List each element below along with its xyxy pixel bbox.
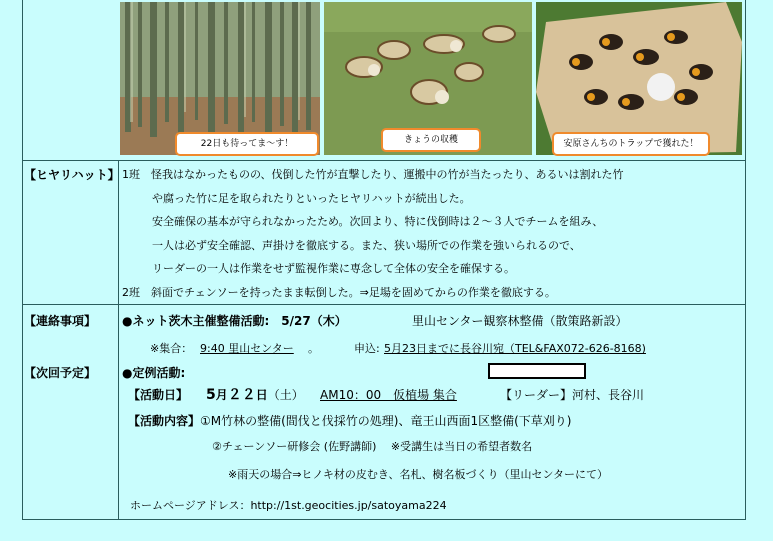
- content-1: ①M竹林の整備(間伐と伐採竹の処理)、竜王山西面1区整備(下草刈り): [200, 414, 572, 428]
- date-day-unit: 日: [255, 388, 268, 402]
- blank-box: [488, 363, 586, 379]
- photo-caption: 安原さんちのトラップで獲れた！: [552, 132, 710, 156]
- date-label: 【活動日】: [128, 388, 189, 402]
- rain-note: ※雨天の場合⇒ヒノキ材の皮むき、名札、樹名板づくり（里山センターにて）: [228, 468, 609, 481]
- section-header-next: 【次回予定】: [24, 366, 97, 380]
- gather-end: 。: [308, 342, 319, 355]
- content-line-1: [128, 412, 572, 429]
- section-header-renraku: 【連絡事項】: [24, 314, 97, 328]
- section-header-hiyari: 【ヒヤリハット】: [24, 168, 120, 182]
- row-divider: [22, 160, 746, 161]
- homepage-address: ホームページアドレス：http://1st.geocities.jp/satoyama224: [130, 499, 447, 512]
- column-divider: [118, 160, 119, 520]
- hiyari-line: や腐った竹に足を取られたりといったヒヤリハットが続出した。: [152, 192, 471, 205]
- gather-value: 9:40 里山センター: [200, 342, 294, 355]
- apply-label: 申込:: [354, 342, 380, 355]
- hiyari-line: 2班 斜面でチェンソーを持ったまま転倒した。⇒足場を固めてからの作業を徹底する。: [122, 286, 556, 299]
- hiyari-line: リーダーの一人は作業をせず監視作業に専念して全体の安全を確保する。: [152, 262, 515, 275]
- date-dow: （土）: [267, 388, 304, 402]
- renraku-detail: 里山センター観察林整備（散策路新設）: [412, 314, 628, 328]
- photo-caption: 22日も待ってま～す！: [175, 132, 319, 156]
- row-divider: [22, 304, 746, 305]
- content-2: ②チェーンソー研修会 (佐野講師) ※受講生は当日の希望者数名: [212, 440, 533, 453]
- date-month: 5: [206, 387, 216, 403]
- leader: 【リーダー】河村、長谷川: [500, 388, 645, 402]
- time-place: AM10：00 仮植場 集合: [320, 388, 457, 402]
- apply-value: 5月23日までに長谷川宛（TEL&FAX072-626-8168): [384, 342, 646, 355]
- next-title: ●定例活動:: [122, 366, 186, 380]
- hiyari-line: 一人は必ず安全確認、声掛けを徹底する。また、狭い場所での作業を強いられるので、: [152, 239, 581, 252]
- content-label: 【活動内容】: [128, 414, 201, 428]
- renraku-title: ●ネット茨木主催整備活動: 5/27（木）: [122, 314, 347, 328]
- date-month-unit: 月: [215, 388, 228, 402]
- date-value: [206, 384, 304, 404]
- photo-caption: きょうの収穫: [381, 128, 481, 152]
- gather-label: ※集合：: [150, 342, 193, 355]
- hiyari-line: 1班 怪我はなかったものの、伐倒した竹が直撃したり、運搬中の竹が当たったり、あるいは割れた竹: [122, 168, 624, 181]
- hiyari-line: 安全確保の基本が守られなかったため。次回より、特に伐倒時は２～３人でチームを組み、: [152, 215, 604, 228]
- date-day: ２２: [227, 387, 256, 403]
